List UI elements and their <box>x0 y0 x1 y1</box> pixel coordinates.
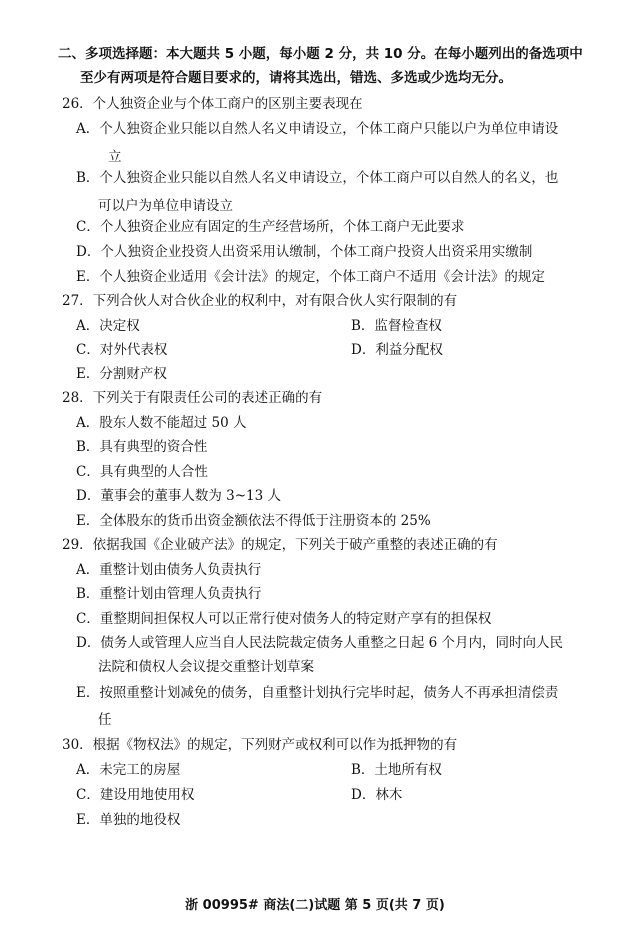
question-26-option-a-line-2: 立 <box>108 149 122 165</box>
question-26-option-b-line-1: B．个人独资企业只能以自然人名义申请设立，个体工商户可以自然人的名义，也 <box>76 170 559 186</box>
question-26-option-a-line-1: A．个人独资企业只能以自然人名义申请设立，个体工商户只能以户为单位申请设 <box>76 121 559 137</box>
question-29-option-e-line-2: 任 <box>98 712 112 728</box>
question-27-option-b: B．监督检查权 <box>351 318 442 334</box>
question-28-option-d: D．董事会的董事人数为 3~13 人 <box>76 488 281 504</box>
question-27-title: 27．下列合伙人对合伙企业的权利中，对有限合伙人实行限制的有 <box>62 293 458 309</box>
question-29-option-b: B．重整计划由管理人负责执行 <box>76 586 262 602</box>
section-header <box>58 42 606 90</box>
question-29-title: 29．依据我国《企业破产法》的规定，下列关于破产重整的表述正确的有 <box>62 537 498 553</box>
question-29-option-e-line-1: E．按照重整计划减免的债务，自重整计划执行完毕时起，债务人不再承担清偿责 <box>76 685 559 701</box>
section-instruction-line-2: 至少有两项是符合题目要求的，请将其选出，错选、多选或少选均无分。 <box>80 70 512 86</box>
question-30-option-e: E．单独的地役权 <box>76 812 181 828</box>
question-26-option-a <box>76 117 558 169</box>
question-27-option-e: E．分割财产权 <box>76 366 167 382</box>
question-29-option-d-line-1: D．债务人或管理人应当自人民法院裁定债务人重整之日起 6 个月内，同时向人民 <box>76 635 563 651</box>
question-27-option-c: C．对外代表权 <box>76 342 168 358</box>
question-27-option-d: D．利益分配权 <box>351 342 443 358</box>
question-28-option-c: C．具有典型的人合性 <box>76 464 208 480</box>
question-29-option-c: C．重整期间担保权人可以正常行使对债务人的特定财产享有的担保权 <box>76 611 492 627</box>
question-27-option-a: A．决定权 <box>76 318 140 334</box>
question-29-option-e <box>76 681 558 732</box>
question-28-title: 28．下列关于有限责任公司的表述正确的有 <box>62 390 323 406</box>
question-30-title: 30．根据《物权法》的规定，下列财产或权利可以作为抵押物的有 <box>62 737 458 753</box>
question-26-option-e: E．个人独资企业适用《会计法》的规定，个体工商户不适用《会计法》的规定 <box>76 269 545 285</box>
question-28-option-a: A．股东人数不能超过 50 人 <box>76 415 247 431</box>
question-30-option-d: D．林木 <box>351 787 403 803</box>
question-30-option-b: B．土地所有权 <box>351 762 442 778</box>
section-instruction-line-1: 二、多项选择题：本大题共 5 小题，每小题 2 分，共 10 分。在每小题列出的备选项中 <box>58 46 583 62</box>
question-26-option-d: D．个人独资企业投资人出资采用认缴制，个体工商户投资人出资采用实缴制 <box>76 244 533 260</box>
question-26-option-b-line-2: 可以户为单位申请设立 <box>98 198 233 214</box>
question-29-option-d-line-2: 法院和债权人会议提交重整计划草案 <box>98 659 314 675</box>
question-28-option-b: B．具有典型的资合性 <box>76 439 208 455</box>
question-26-title: 26．个人独资企业与个体工商户的区别主要表现在 <box>62 96 363 112</box>
question-26-option-b <box>76 166 558 218</box>
question-30-option-a: A．未完工的房屋 <box>76 762 181 778</box>
question-28-option-e: E．全体股东的货币出资金额依法不得低于注册资本的 25% <box>76 513 431 529</box>
question-26-option-c: C．个人独资企业应有固定的生产经营场所，个体工商户无此要求 <box>76 219 465 235</box>
question-29-option-a: A．重整计划由债务人负责执行 <box>76 562 262 578</box>
question-29-option-d <box>76 631 563 679</box>
question-30-option-c: C．建设用地使用权 <box>76 787 195 803</box>
page-footer: 浙 00995# 商法(二)试题 第 5 页(共 7 页) <box>185 898 445 913</box>
